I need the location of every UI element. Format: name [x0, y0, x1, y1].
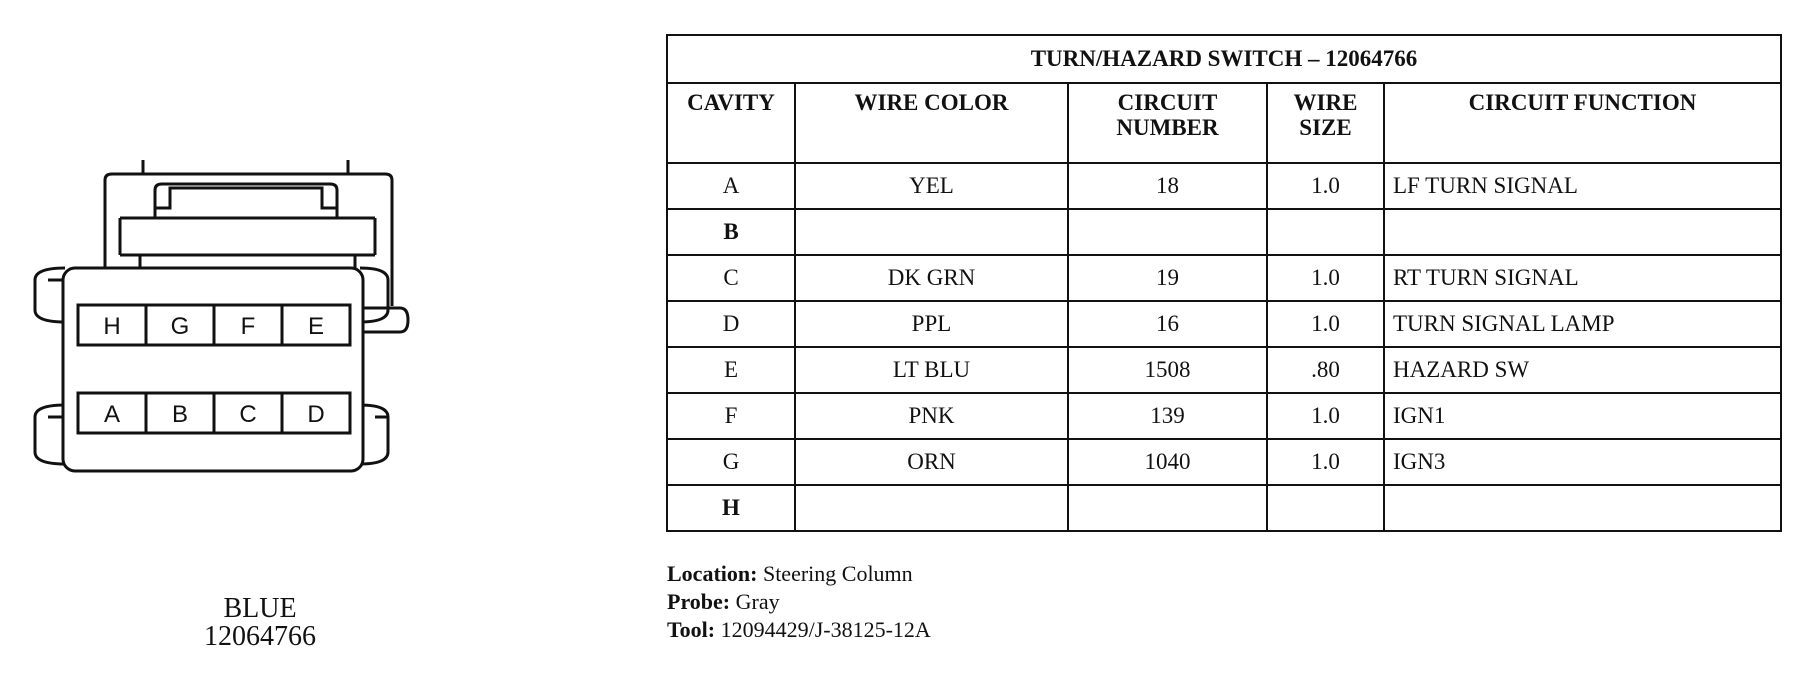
location-line [667, 560, 931, 588]
connector-lock-tab [143, 160, 348, 174]
table-row [667, 209, 1781, 255]
connector-caption [120, 595, 400, 651]
cell-circuit-number: 139 [1068, 393, 1267, 439]
cell-cavity: A [667, 163, 795, 209]
connector-color: BLUE [223, 593, 297, 624]
header-circuit-function: CIRCUIT FUNCTION [1384, 83, 1781, 163]
cavity-label-b: B [171, 401, 189, 428]
cell-wire-size: 1.0 [1267, 393, 1384, 439]
connector-part-number: 12064766 [204, 621, 316, 652]
header-circuit-number-line1: CIRCUIT [1117, 90, 1218, 115]
connector-body [63, 268, 363, 471]
cell-circuit-number: 16 [1068, 301, 1267, 347]
cell-wire-color: DK GRN [795, 255, 1068, 301]
cell-circuit-function: TURN SIGNAL LAMP [1384, 301, 1781, 347]
connector-face-diagram [30, 160, 490, 560]
cavity-label-a: A [103, 401, 121, 428]
cell-wire-color: ORN [795, 439, 1068, 485]
cell-wire-color [795, 485, 1068, 531]
cell-wire-size: 1.0 [1267, 163, 1384, 209]
connector-left-ear-top [35, 268, 65, 322]
table-row [667, 301, 1781, 347]
cell-wire-color: YEL [795, 163, 1068, 209]
connector-right-ear-mid [360, 308, 408, 332]
cell-cavity: H [667, 485, 795, 531]
cell-circuit-function: IGN1 [1384, 393, 1781, 439]
cell-circuit-number: 19 [1068, 255, 1267, 301]
header-wire-size-line2: SIZE [1299, 115, 1352, 140]
header-cavity: CAVITY [667, 83, 795, 163]
header-circuit-number-line2: NUMBER [1116, 115, 1219, 140]
cavity-label-d: D [307, 401, 325, 428]
probe-line [667, 588, 931, 616]
probe-label: Probe: [667, 589, 731, 614]
cell-wire-color: PNK [795, 393, 1068, 439]
tool-label: Tool: [667, 617, 716, 642]
tool-value: 12094429/J-38125-12A [720, 617, 931, 642]
cell-circuit-number [1068, 209, 1267, 255]
cell-circuit-function: RT TURN SIGNAL [1384, 255, 1781, 301]
table-row [667, 393, 1781, 439]
cell-circuit-function [1384, 209, 1781, 255]
cavity-label-c: C [239, 401, 257, 428]
connector-left-ear-bottom [35, 405, 65, 464]
cell-wire-size: 1.0 [1267, 301, 1384, 347]
cell-wire-color: LT BLU [795, 347, 1068, 393]
table-row [667, 485, 1781, 531]
cell-cavity: D [667, 301, 795, 347]
header-wire-color: WIRE COLOR [795, 83, 1068, 163]
table-title: TURN/HAZARD SWITCH – 12064766 [667, 35, 1781, 83]
cell-circuit-number: 1508 [1068, 347, 1267, 393]
cell-wire-size: 1.0 [1267, 255, 1384, 301]
connector-notes [667, 560, 931, 644]
tool-line [667, 616, 931, 644]
table-row [667, 347, 1781, 393]
header-wire-size-line1: WIRE [1293, 90, 1358, 115]
header-circuit-number [1068, 83, 1267, 163]
cell-cavity: B [667, 209, 795, 255]
cell-wire-size: 1.0 [1267, 439, 1384, 485]
cell-circuit-function [1384, 485, 1781, 531]
cell-wire-color: PPL [795, 301, 1068, 347]
cavity-label-e: E [307, 313, 325, 340]
location-label: Location: [667, 561, 758, 586]
cell-cavity: C [667, 255, 795, 301]
cavity-label-h: H [103, 313, 121, 340]
cell-circuit-function: IGN3 [1384, 439, 1781, 485]
cell-cavity: G [667, 439, 795, 485]
location-value: Steering Column [762, 561, 913, 586]
cavity-label-g: G [170, 313, 190, 340]
cell-wire-color [795, 209, 1068, 255]
cell-circuit-number [1068, 485, 1267, 531]
table-row [667, 163, 1781, 209]
cell-circuit-function: HAZARD SW [1384, 347, 1781, 393]
table-row [667, 255, 1781, 301]
table-row [667, 439, 1781, 485]
cell-wire-size: .80 [1267, 347, 1384, 393]
probe-value: Gray [735, 589, 780, 614]
cell-circuit-function: LF TURN SIGNAL [1384, 163, 1781, 209]
cavity-label-f: F [240, 313, 256, 340]
cell-cavity: E [667, 347, 795, 393]
cell-wire-size [1267, 209, 1384, 255]
cell-circuit-number: 1040 [1068, 439, 1267, 485]
cell-cavity: F [667, 393, 795, 439]
cell-wire-size [1267, 485, 1384, 531]
header-wire-size [1267, 83, 1384, 163]
cell-circuit-number: 18 [1068, 163, 1267, 209]
pinout-table [666, 34, 1782, 532]
